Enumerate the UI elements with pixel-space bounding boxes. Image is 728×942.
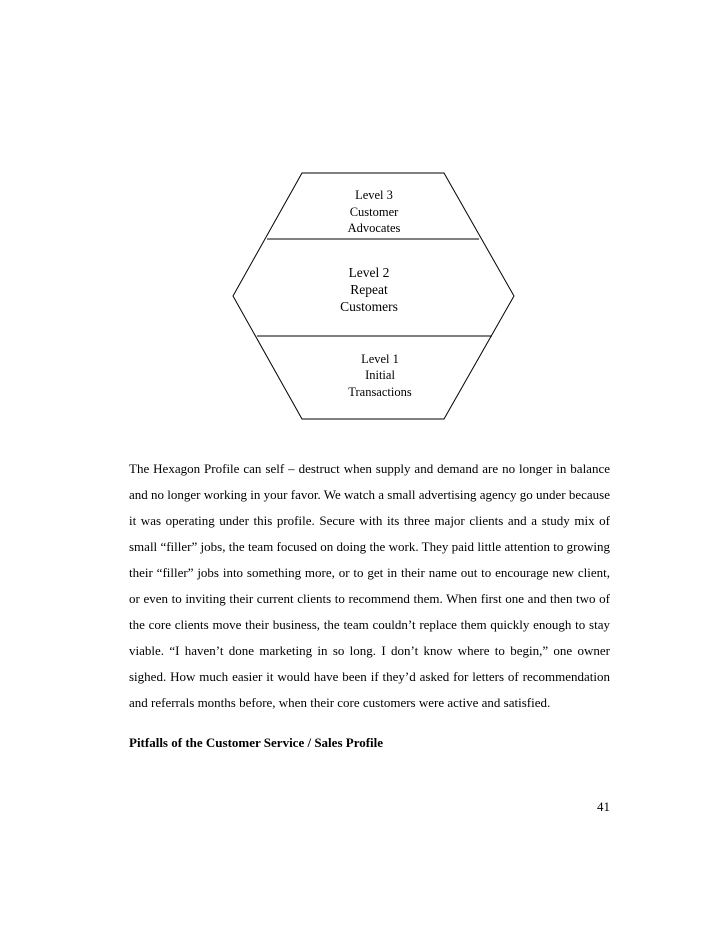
- level-1-line-2: Initial: [365, 368, 395, 382]
- level-1-label: [348, 352, 412, 399]
- level-1-line-3: Transactions: [348, 385, 412, 399]
- level-3-line-2: Customer: [349, 205, 399, 219]
- level-1-title: Level 1: [361, 352, 399, 366]
- level-2-label: [340, 265, 398, 314]
- level-2-title: Level 2: [348, 265, 390, 280]
- body-paragraph: The Hexagon Profile can self – destruct when supply and demand are no longer in balance and no longer working in your favor. We watch a small advertising agency go under because it was operating under this profile. Secure with its three major clients and a study mix of small “filler” jobs, the team focused on doing the work. They paid little attention to growing their “filler” jobs into something more, or to get in their name out to encourage new client, or even to inviting their current clients to recommend them. When first one and then two of the core clients move their business, the team couldn’t replace them quickly enough to stay viable. “I haven’t done marketing in so long. I don’t know where to begin,” one owner sighed. How much easier it would have been if they’d asked for letters of recommendation and referrals months before, when their core customers were active and satisfied.: [129, 461, 611, 710]
- level-3-line-3: Advocates: [347, 221, 401, 235]
- section-heading: Pitfalls of the Customer Service / Sales Profile: [129, 735, 384, 750]
- level-3-title: Level 3: [355, 188, 393, 202]
- level-3-label: [348, 188, 401, 235]
- level-2-line-2: Repeat: [350, 282, 388, 297]
- page-number: 41: [597, 799, 610, 814]
- level-2-line-3: Customers: [340, 299, 398, 314]
